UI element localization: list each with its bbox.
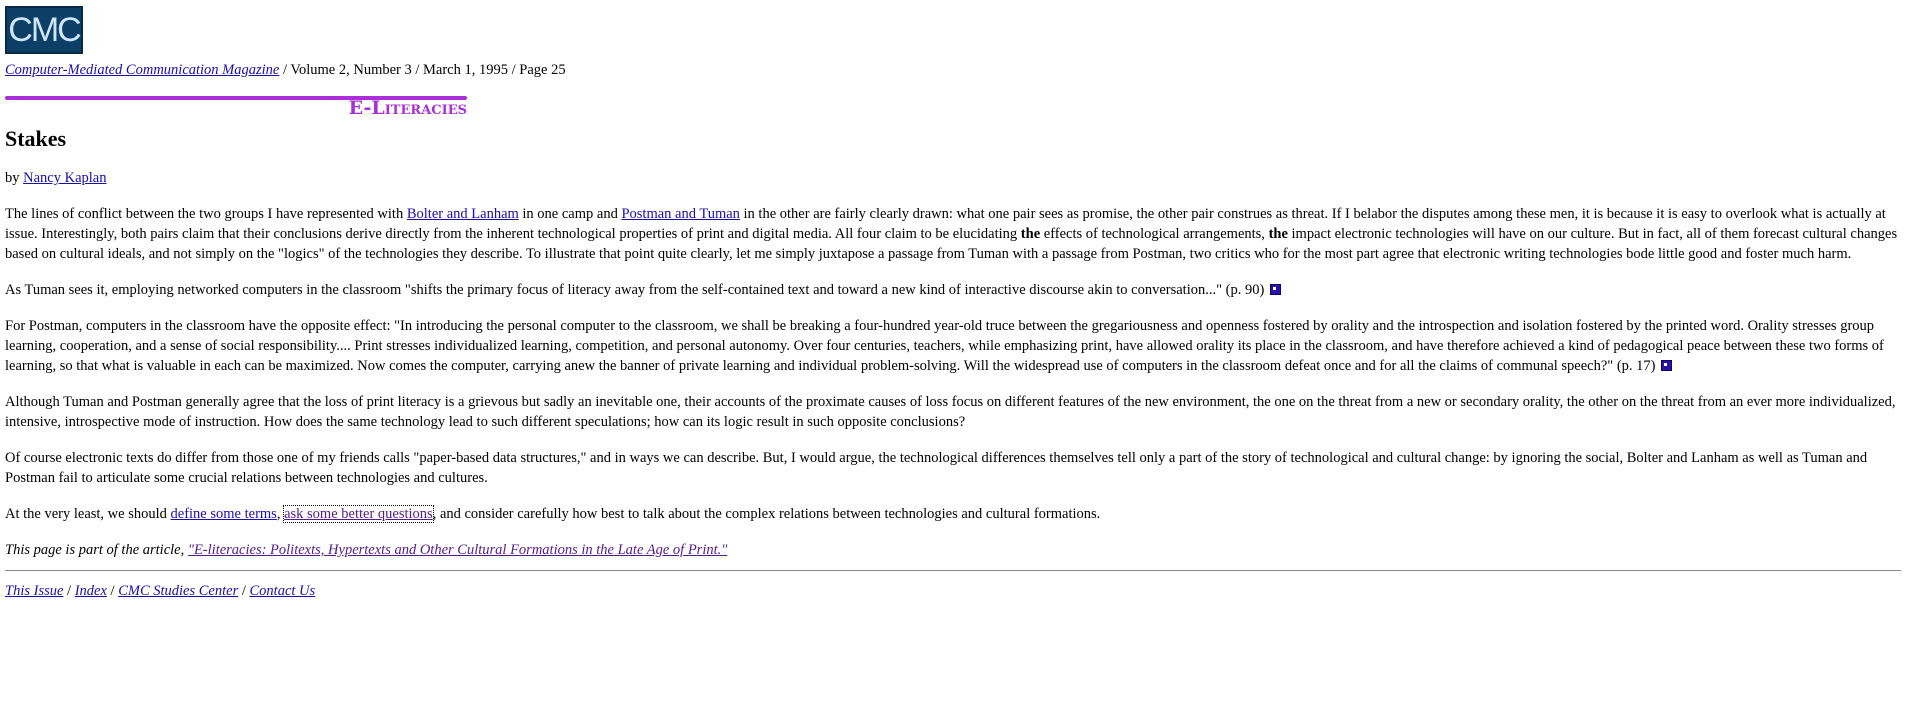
magazine-link[interactable]: Computer-Mediated Communication Magazine — [5, 62, 280, 78]
p1-text-5: impact electronic technologies will have on our culture. But in fact, all of them forecast cultural changes based on cultural ideals, and not simply on the "logics" of the technologies they describe. To illustrate that point quite clearly, let me simply juxtapose a passage from Tuman with a passage from Postman, two critics who for the most part agree that electronic writing technologies bode little good and foster much harm. — [5, 226, 1898, 262]
p6-text-2: , — [276, 506, 285, 522]
page-title: Stakes — [5, 126, 67, 151]
contact-link[interactable]: Contact Us — [249, 583, 316, 599]
byline-prefix: by — [5, 170, 24, 186]
article-link[interactable]: "E-literacies: Politexts, Hypertexts and Other Cultural Formations in the Late Age of Print." — [187, 542, 728, 558]
credit-prefix: This page is part of the article, — [5, 542, 188, 558]
footer-sep: / — [238, 583, 250, 599]
byline — [5, 168, 1901, 188]
logo-text: CMC — [8, 11, 80, 49]
paragraph-2 — [5, 280, 1901, 300]
footer-sep: / — [106, 583, 119, 599]
define-terms-link[interactable]: define some terms — [170, 506, 277, 522]
p6-text-1: At the very least, we should — [5, 506, 171, 522]
p1-text-4: effects of technological arrangements, — [1040, 226, 1269, 242]
p6-text-3: , and consider carefully how best to talk about the complex relations between technologies and cultural formations. — [432, 506, 1101, 522]
better-questions-link[interactable]: ask some better questions — [284, 506, 433, 522]
p1-text-3: in the other are fairly clearly drawn: what one pair sees as promise, the other pair construes as threat. If I belabor the disputes among these men, it is because it is easy to overlook what is actually at issue. Interestingly, both pairs claim that their conclusions derive directly from the inherent technological properties of print and digital media. All four claim to be elucidating — [5, 206, 1886, 242]
this-issue-link[interactable]: This Issue — [5, 583, 64, 599]
footer-divider — [5, 570, 1901, 571]
paragraph-3 — [5, 316, 1901, 376]
studies-center-link[interactable]: CMC Studies Center — [118, 583, 239, 599]
footnote-icon[interactable] — [1661, 360, 1672, 371]
cmc-logo[interactable] — [5, 6, 83, 54]
footer-nav — [5, 581, 1901, 601]
p1-text-1: The lines of conflict between the two groups I have represented with — [5, 206, 407, 222]
footnote-icon[interactable] — [1270, 284, 1281, 295]
article-credit — [5, 540, 1901, 560]
paragraph-1 — [5, 204, 1901, 264]
p1-bold-1: the — [1020, 226, 1041, 242]
p1-bold-2: the — [1268, 226, 1288, 242]
paragraph-5: Of course electronic texts do differ from those one of my friends calls "paper-based data structures," and in ways we can describe. But, I would argue, the technological differences themselves tell only a part of the story of technological and cultural change: by ignoring the social, Bolter and Lanham as well as Tuman and Postman fail to articulate some crucial relations between technologies and cultures. — [5, 450, 1868, 486]
postman-tuman-link[interactable]: Postman and Tuman — [621, 206, 740, 222]
author-link[interactable]: Nancy Kaplan — [23, 170, 107, 186]
masthead — [5, 60, 1901, 80]
bolter-lanham-link[interactable]: Bolter and Lanham — [406, 206, 519, 222]
banner-label: E-Literacies — [348, 97, 467, 119]
paragraph-4: Although Tuman and Postman generally agree that the loss of print literacy is a grievous but sadly an inevitable one, their accounts of the proximate causes of loss focus on different features of the new environment, the one on the threat from a new or secondary orality, the other on the threat from an ever more individualized, intensive, introspective mode of instruction. How does the same technology lead to such different speculations; how can its logic result in such opposite conclusions? — [5, 394, 1896, 430]
index-link[interactable]: Index — [74, 583, 107, 599]
section-banner — [5, 92, 467, 120]
footer-sep: / — [63, 583, 75, 599]
p2-text: As Tuman sees it, employing networked computers in the classroom "shifts the primary focus of literacy away from the self-contained text and toward a new kind of interactive discourse akin to conversation..." (p. 90) — [5, 282, 1268, 298]
issue-info: / Volume 2, Number 3 / March 1, 1995 / Page 25 — [279, 62, 566, 78]
p3-text: For Postman, computers in the classroom have the opposite effect: "In introducing the personal computer to the classroom, we shall be breaking a four-hundred year-old truce between the gregariousness and openness fostered by orality and the introspection and isolation fostered by the printed word. Orality stresses group learning, cooperation, and a sense of social responsibility.... Print stresses individualized learning, competition, and personal autonomy. Over four centuries, teachers, while emphasizing print, have allowed orality its place in the classroom, and have therefore achieved a kind of pedagogical peace between these two forms of learning, so that what is valuable in each can be maximized. Now comes the computer, carrying anew the banner of private learning and individual problem-solving. Will the widespread use of computers in the classroom defeat once and for all the claims of communal speech?" (p. 17) — [5, 318, 1884, 374]
paragraph-6 — [5, 504, 1901, 524]
p1-text-2: in one camp and — [518, 206, 622, 222]
